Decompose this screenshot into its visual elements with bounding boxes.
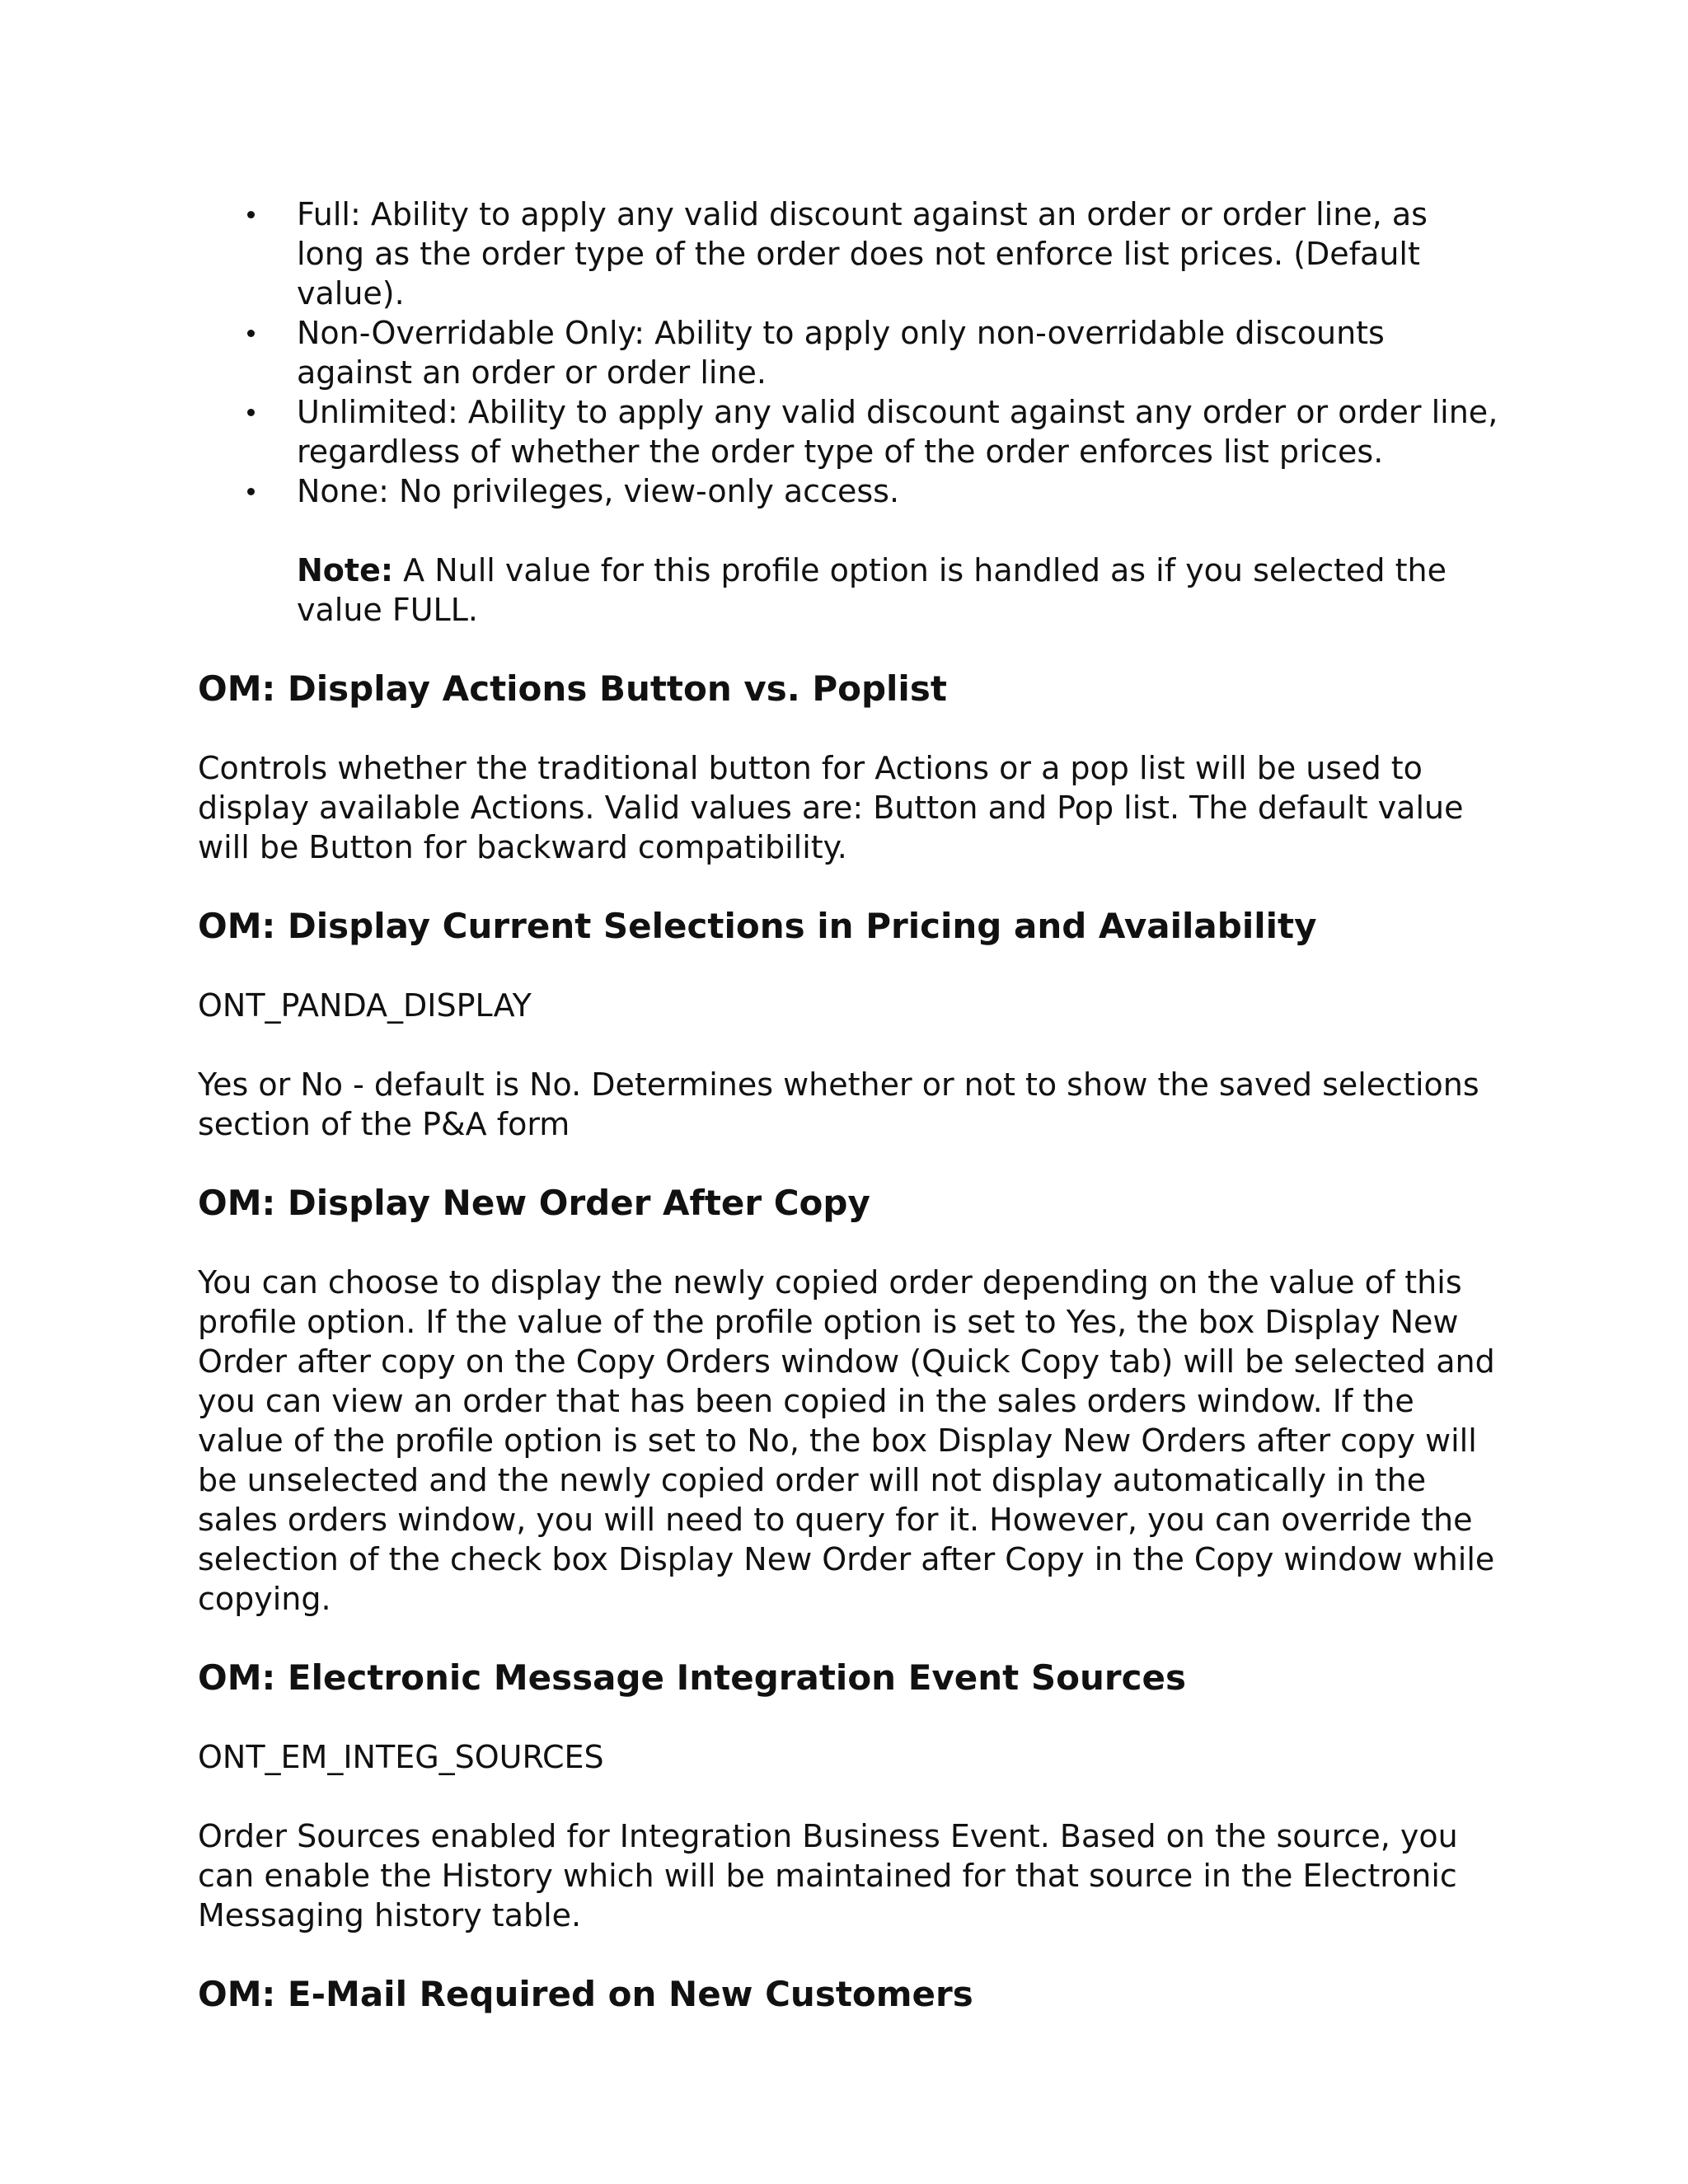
list-item bbox=[198, 471, 1500, 511]
section-paragraph: You can choose to display the newly copied order depending on the value of this profile option. If the value of the profile option is set to Yes, the box Display New Order after copy on the Copy Orders window (Quick Copy tab) will be selected and you can view an order that has been copied in the sales orders window. If the value of the profile option is set to No, the box Display New Orders after copy will be unselected and the newly copied order will not display automatically in the sales orders window, you will need to query for it. However, you can override the selection of the check box Display New Order after Copy in the Copy window while copying. bbox=[198, 1264, 1495, 1617]
document-page bbox=[198, 194, 1500, 2016]
bullet-icon bbox=[247, 409, 255, 416]
bullet-icon bbox=[247, 211, 255, 218]
profile-option-code: ONT_PANDA_DISPLAY bbox=[198, 987, 532, 1024]
bullet-icon bbox=[247, 488, 255, 495]
list-item-text: None: No privileges, view-only access. bbox=[297, 473, 900, 509]
section-paragraph: Yes or No - default is No. Determines whether or not to show the saved selections section of the P&A form bbox=[198, 1066, 1479, 1142]
section-heading: OM: Display Actions Button vs. Poplist bbox=[198, 668, 947, 709]
list-item bbox=[198, 194, 1500, 313]
section-heading: OM: Display New Order After Copy bbox=[198, 1183, 870, 1223]
section-heading: OM: Display Current Selections in Pricing and Availability bbox=[198, 906, 1317, 946]
note-text: A Null value for this profile option is handled as if you selected the value FULL. bbox=[297, 552, 1447, 628]
list-item-text: Non-Overridable Only: Ability to apply only non-overridable discounts against an order or order line. bbox=[297, 315, 1385, 391]
note-paragraph bbox=[297, 551, 1500, 630]
list-item bbox=[198, 392, 1500, 471]
bullet-icon bbox=[247, 330, 255, 337]
list-item bbox=[198, 313, 1500, 392]
section-paragraph: Order Sources enabled for Integration Business Event. Based on the source, you can enable the History which will be maintained for that source in the Electronic Messaging history table. bbox=[198, 1818, 1458, 1933]
list-item-text: Unlimited: Ability to apply any valid discount against any order or order line, regardless of whether the order type of the order enforces list prices. bbox=[297, 394, 1498, 470]
note-label: Note: bbox=[297, 552, 394, 588]
profile-option-code: ONT_EM_INTEG_SOURCES bbox=[198, 1739, 604, 1775]
list-item-text: Full: Ability to apply any valid discount against an order or order line, as long as the order type of the order does not enforce list prices. (Default value). bbox=[297, 196, 1428, 312]
section-heading: OM: Electronic Message Integration Event Sources bbox=[198, 1657, 1186, 1698]
discount-privilege-list bbox=[198, 194, 1500, 511]
section-heading: OM: E-Mail Required on New Customers bbox=[198, 1974, 973, 2014]
section-paragraph: Controls whether the traditional button for Actions or a pop list will be used to display available Actions. Valid values are: Button and Pop list. The default value will be Button for backward compatibility. bbox=[198, 750, 1464, 865]
